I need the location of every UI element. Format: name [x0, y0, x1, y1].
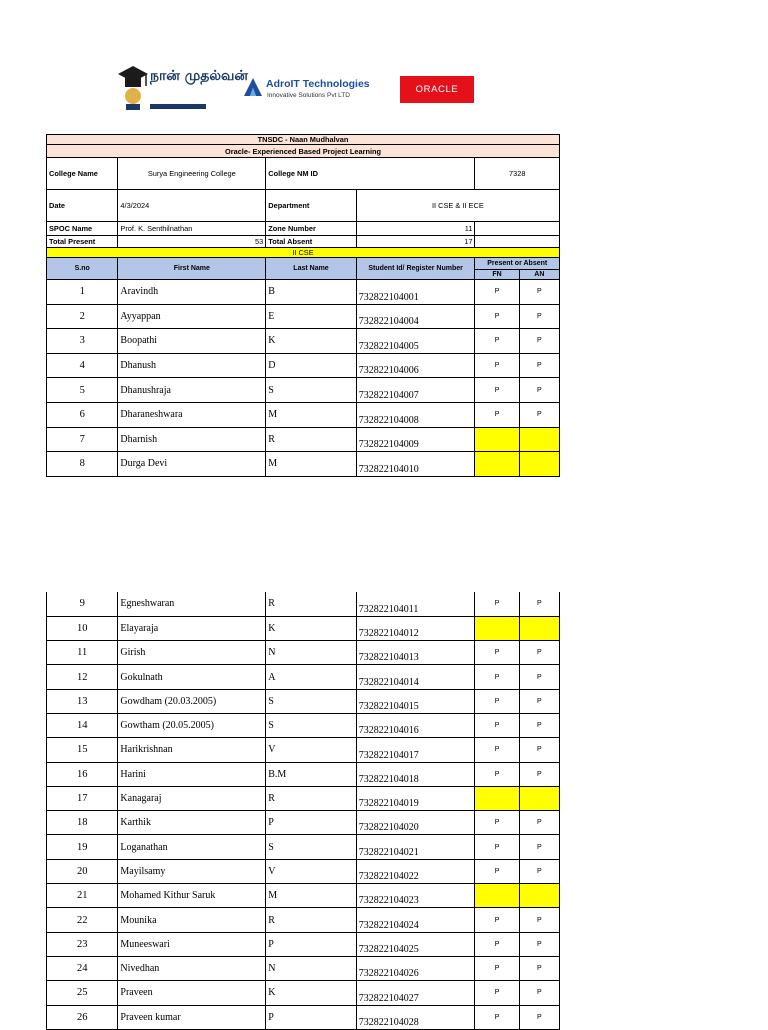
row-sno: 16	[47, 762, 118, 786]
row-last-name: S	[266, 713, 357, 737]
total-present-value: 53	[118, 236, 266, 248]
row-fn-status	[475, 452, 519, 477]
row-an-status: P	[519, 762, 559, 786]
table-row	[47, 665, 560, 689]
row-first-name: Boopathi	[118, 329, 266, 354]
row-fn-status	[475, 884, 519, 908]
row-student-id: 732822104017	[356, 738, 475, 762]
table-row	[47, 908, 560, 932]
row-an-status: P	[519, 981, 559, 1005]
department-label: Department	[266, 190, 357, 222]
row-student-id: 732822104027	[356, 981, 475, 1005]
row-an-status: P	[519, 353, 559, 378]
row-sno: 15	[47, 738, 118, 762]
row-student-id: 732822104008	[356, 402, 475, 427]
oracle-logo: ORACLE	[400, 76, 474, 103]
row-student-id: 732822104016	[356, 713, 475, 737]
row-sno: 25	[47, 981, 118, 1005]
row-last-name: P	[266, 932, 357, 956]
table-row	[47, 402, 560, 427]
row-first-name: Gowdham (20.03.2005)	[118, 689, 266, 713]
row-fn-status: P	[475, 738, 519, 762]
row-sno: 20	[47, 859, 118, 883]
row-student-id: 732822104019	[356, 786, 475, 810]
row-fn-status: P	[475, 859, 519, 883]
date-value: 4/3/2024	[118, 190, 266, 222]
row-an-status: P	[519, 908, 559, 932]
row-fn-status: P	[475, 378, 519, 403]
row-student-id: 732822104013	[356, 641, 475, 665]
row-student-id: 732822104025	[356, 932, 475, 956]
table-row	[47, 981, 560, 1005]
row-last-name: B.M	[266, 762, 357, 786]
row-student-id: 732822104014	[356, 665, 475, 689]
row-last-name: R	[266, 427, 357, 452]
row-last-name: M	[266, 884, 357, 908]
row-sno: 13	[47, 689, 118, 713]
logo-strip	[110, 60, 490, 120]
table-row	[47, 378, 560, 403]
row-last-name: R	[266, 592, 357, 616]
college-id: 7328	[475, 158, 560, 190]
row-sno: 23	[47, 932, 118, 956]
row-last-name: K	[266, 981, 357, 1005]
row-sno: 11	[47, 641, 118, 665]
row-first-name: Mayilsamy	[118, 859, 266, 883]
row-sno: 5	[47, 378, 118, 403]
row-an-status: P	[519, 811, 559, 835]
col-present-absent: Present or Absent	[475, 258, 560, 270]
row-student-id: 732822104012	[356, 616, 475, 640]
row-last-name: S	[266, 378, 357, 403]
row-last-name: V	[266, 738, 357, 762]
table-row	[47, 713, 560, 737]
row-last-name: M	[266, 452, 357, 477]
row-fn-status	[475, 427, 519, 452]
row-last-name: N	[266, 641, 357, 665]
row-first-name: Gokulnath	[118, 665, 266, 689]
row-sno: 3	[47, 329, 118, 354]
row-fn-status: P	[475, 835, 519, 859]
logo-tagline-bar	[150, 104, 206, 109]
row-first-name: Gowtham (20.05.2005)	[118, 713, 266, 737]
row-fn-status: P	[475, 689, 519, 713]
row-last-name: P	[266, 811, 357, 835]
row-fn-status: P	[475, 956, 519, 980]
title-line-1: TNSDC - Naan Mudhalvan	[47, 135, 560, 145]
table-row	[47, 304, 560, 329]
row-last-name: D	[266, 353, 357, 378]
table-row	[47, 956, 560, 980]
row-last-name: R	[266, 908, 357, 932]
logo-word: நான் முதல்வன்	[150, 68, 249, 84]
total-absent-value: 17	[356, 236, 475, 248]
row-first-name: Dharaneshwara	[118, 402, 266, 427]
table-row	[47, 353, 560, 378]
graduation-cap-icon	[116, 62, 150, 112]
row-first-name: Girish	[118, 641, 266, 665]
row-fn-status: P	[475, 592, 519, 616]
row-first-name: Nivedhan	[118, 956, 266, 980]
row-student-id: 732822104007	[356, 378, 475, 403]
row-last-name: K	[266, 329, 357, 354]
row-an-status	[519, 884, 559, 908]
row-first-name: Ayyappan	[118, 304, 266, 329]
row-student-id: 732822104010	[356, 452, 475, 477]
row-last-name: V	[266, 859, 357, 883]
spoc-label: SPOC Name	[47, 222, 118, 236]
section-label: II CSE	[47, 248, 560, 258]
row-an-status: P	[519, 713, 559, 737]
row-student-id: 732822104004	[356, 304, 475, 329]
row-an-status	[519, 452, 559, 477]
row-sno: 7	[47, 427, 118, 452]
col-last-name: Last Name	[266, 258, 357, 280]
table-row	[47, 641, 560, 665]
row-fn-status: P	[475, 932, 519, 956]
table-row	[47, 452, 560, 477]
row-last-name: P	[266, 1005, 357, 1029]
row-sno: 17	[47, 786, 118, 810]
row-last-name: B	[266, 280, 357, 305]
row-student-id: 732822104009	[356, 427, 475, 452]
table-row	[47, 592, 560, 616]
table-row	[47, 859, 560, 883]
row-first-name: Dhanush	[118, 353, 266, 378]
row-sno: 4	[47, 353, 118, 378]
row-fn-status: P	[475, 641, 519, 665]
row-last-name: S	[266, 835, 357, 859]
row-student-id: 732822104005	[356, 329, 475, 354]
row-sno: 14	[47, 713, 118, 737]
college-name-label: College Name	[47, 158, 118, 190]
row-student-id: 732822104006	[356, 353, 475, 378]
row-an-status: P	[519, 402, 559, 427]
row-first-name: Durga Devi	[118, 452, 266, 477]
row-fn-status: P	[475, 304, 519, 329]
row-last-name: R	[266, 786, 357, 810]
row-an-status: P	[519, 932, 559, 956]
row-an-status	[519, 786, 559, 810]
table-row	[47, 884, 560, 908]
row-student-id: 732822104028	[356, 1005, 475, 1029]
row-first-name: Karthik	[118, 811, 266, 835]
row-first-name: Elayaraja	[118, 616, 266, 640]
row-fn-status: P	[475, 353, 519, 378]
table-row	[47, 762, 560, 786]
row-fn-status: P	[475, 762, 519, 786]
row-first-name: Aravindh	[118, 280, 266, 305]
row-fn-status: P	[475, 280, 519, 305]
attendance-header-table	[46, 134, 560, 477]
row-fn-status: P	[475, 981, 519, 1005]
table-row	[47, 835, 560, 859]
row-sno: 8	[47, 452, 118, 477]
row-first-name: Mohamed Kithur Saruk	[118, 884, 266, 908]
row-student-id: 732822104018	[356, 762, 475, 786]
row-sno: 1	[47, 280, 118, 305]
spoc-value: Prof. K. Senthilnathan	[118, 222, 266, 236]
row-sno: 19	[47, 835, 118, 859]
naan-mudhalvan-logo	[116, 62, 249, 116]
total-absent-label: Total Absent	[266, 236, 357, 248]
row-an-status: P	[519, 329, 559, 354]
adroit-name: AdroIT Technologies	[266, 78, 370, 90]
row-an-status: P	[519, 665, 559, 689]
row-an-status: P	[519, 689, 559, 713]
title-line-2: Oracle- Experienced Based Project Learning	[47, 145, 560, 158]
row-sno: 26	[47, 1005, 118, 1029]
table-row	[47, 427, 560, 452]
row-fn-status: P	[475, 713, 519, 737]
row-sno: 6	[47, 402, 118, 427]
adroit-logo	[242, 70, 392, 110]
row-an-status: P	[519, 956, 559, 980]
adroit-mark-icon	[242, 76, 264, 98]
row-fn-status: P	[475, 811, 519, 835]
col-an: AN	[519, 270, 559, 280]
college-name: Surya Engineering College	[118, 158, 266, 190]
adroit-subtitle: Innovative Solutions Pvt LTD	[267, 92, 350, 99]
row-sno: 21	[47, 884, 118, 908]
row-first-name: Mounika	[118, 908, 266, 932]
row-last-name: N	[266, 956, 357, 980]
row-an-status: P	[519, 378, 559, 403]
row-an-status: P	[519, 280, 559, 305]
row-fn-status: P	[475, 402, 519, 427]
row-student-id: 732822104026	[356, 956, 475, 980]
row-student-id: 732822104021	[356, 835, 475, 859]
row-fn-status: P	[475, 908, 519, 932]
row-first-name: Egneshwaran	[118, 592, 266, 616]
row-first-name: Loganathan	[118, 835, 266, 859]
row-student-id: 732822104015	[356, 689, 475, 713]
row-student-id: 732822104024	[356, 908, 475, 932]
row-sno: 10	[47, 616, 118, 640]
row-last-name: M	[266, 402, 357, 427]
row-fn-status: P	[475, 329, 519, 354]
row-student-id: 732822104001	[356, 280, 475, 305]
table-row	[47, 738, 560, 762]
date-label: Date	[47, 190, 118, 222]
zone-label: Zone Number	[266, 222, 357, 236]
row-sno: 18	[47, 811, 118, 835]
row-sno: 12	[47, 665, 118, 689]
row-fn-status	[475, 616, 519, 640]
row-last-name: K	[266, 616, 357, 640]
col-first-name: First Name	[118, 258, 266, 280]
table-row	[47, 811, 560, 835]
row-an-status: P	[519, 1005, 559, 1029]
department-value: II CSE & II ECE	[356, 190, 559, 222]
row-student-id: 732822104023	[356, 884, 475, 908]
row-student-id: 732822104020	[356, 811, 475, 835]
table-row	[47, 1005, 560, 1029]
row-an-status: P	[519, 592, 559, 616]
row-an-status: P	[519, 859, 559, 883]
row-fn-status	[475, 786, 519, 810]
table-row	[47, 689, 560, 713]
row-fn-status: P	[475, 1005, 519, 1029]
col-student-id: Student Id/ Register Number	[356, 258, 475, 280]
table-row	[47, 616, 560, 640]
row-an-status: P	[519, 641, 559, 665]
row-sno: 22	[47, 908, 118, 932]
row-last-name: A	[266, 665, 357, 689]
col-fn: FN	[475, 270, 519, 280]
row-first-name: Praveen	[118, 981, 266, 1005]
row-sno: 9	[47, 592, 118, 616]
row-an-status: P	[519, 738, 559, 762]
zone-value: 11	[356, 222, 475, 236]
total-present-label: Total Present	[47, 236, 118, 248]
row-student-id: 732822104022	[356, 859, 475, 883]
table-row	[47, 280, 560, 305]
col-sno: S.no	[47, 258, 118, 280]
row-sno: 24	[47, 956, 118, 980]
row-first-name: Dhanushraja	[118, 378, 266, 403]
row-last-name: E	[266, 304, 357, 329]
table-row	[47, 786, 560, 810]
row-first-name: Muneeswari	[118, 932, 266, 956]
row-first-name: Praveen kumar	[118, 1005, 266, 1029]
row-first-name: Harini	[118, 762, 266, 786]
row-an-status	[519, 616, 559, 640]
row-fn-status: P	[475, 665, 519, 689]
row-student-id: 732822104011	[356, 592, 475, 616]
attendance-table-continued	[46, 592, 560, 1030]
row-first-name: Kanagaraj	[118, 786, 266, 810]
row-an-status	[519, 427, 559, 452]
row-first-name: Harikrishnan	[118, 738, 266, 762]
row-first-name: Dharnish	[118, 427, 266, 452]
row-an-status: P	[519, 835, 559, 859]
table-row	[47, 329, 560, 354]
row-last-name: S	[266, 689, 357, 713]
row-sno: 2	[47, 304, 118, 329]
row-an-status: P	[519, 304, 559, 329]
college-id-label: College NM ID	[266, 158, 357, 190]
table-row	[47, 932, 560, 956]
